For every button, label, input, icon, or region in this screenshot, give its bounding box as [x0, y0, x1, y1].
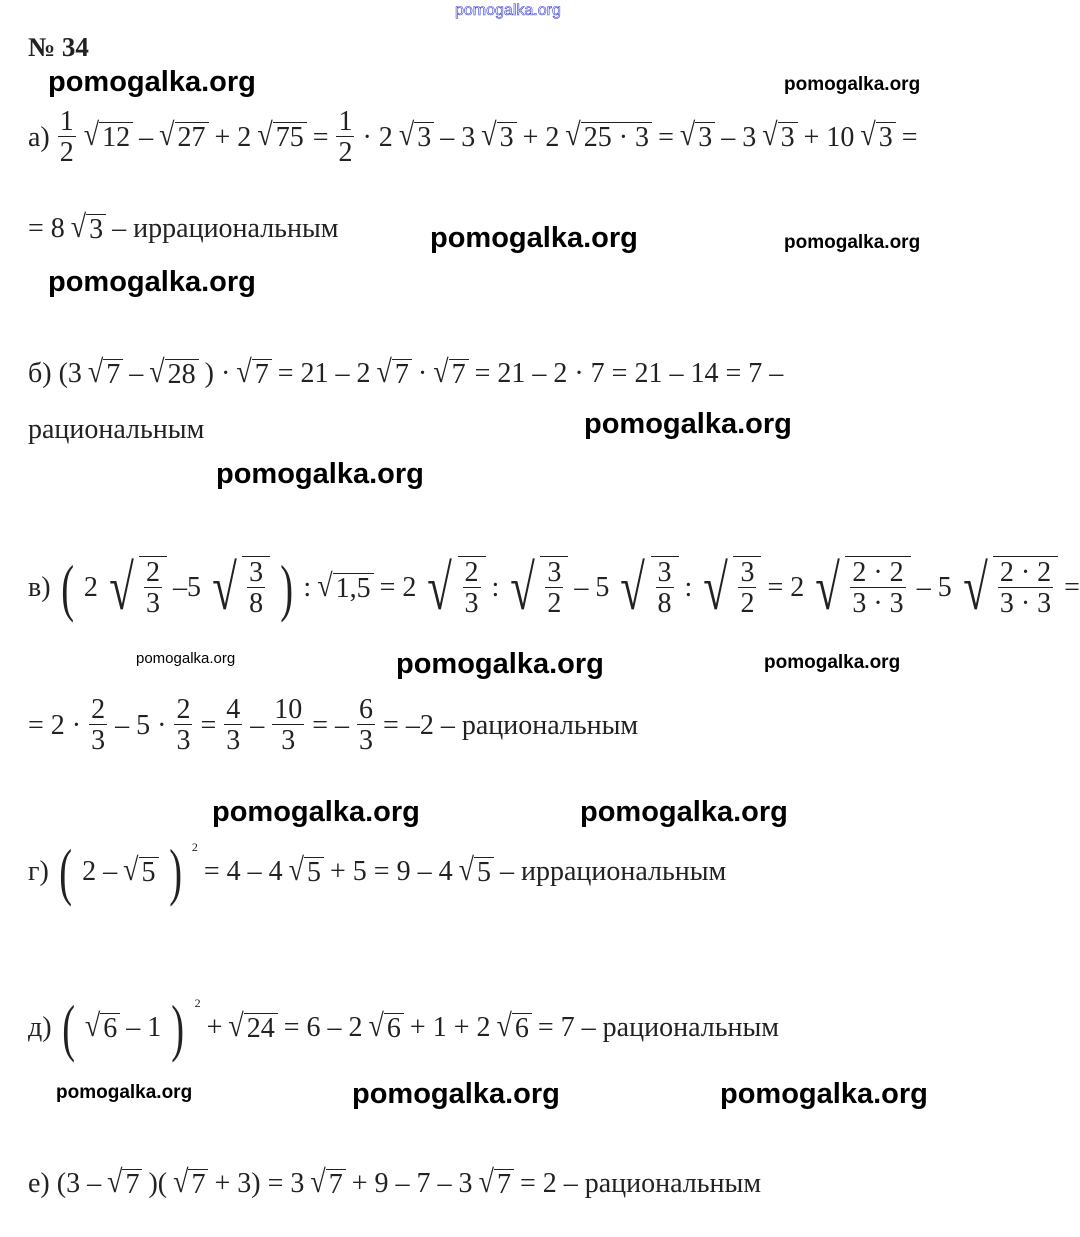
radicand: [651, 556, 679, 620]
math-text: )(: [148, 1168, 168, 1199]
square-root-fraction: [615, 552, 678, 623]
radical-sign-icon: √: [149, 354, 165, 390]
radical-sign-icon: √: [70, 209, 87, 245]
parenthesis: (: [61, 992, 75, 1063]
math-text: = 4 – 4: [203, 856, 283, 887]
radical-sign-icon: √: [257, 117, 273, 154]
radical-sign-icon: √: [212, 552, 237, 623]
math-text: = –2 – рациональным: [383, 709, 639, 741]
math-text: + 2: [522, 121, 560, 153]
radical-sign-icon: √: [762, 117, 778, 154]
radical-sign-icon: √: [288, 852, 304, 888]
square-root: [228, 1008, 277, 1044]
radicand: 7: [252, 359, 272, 389]
fraction: [58, 108, 76, 167]
fraction: [463, 559, 481, 618]
math-text: а): [28, 121, 50, 153]
square-root: [288, 852, 324, 888]
radicand: 24: [244, 1013, 278, 1043]
numerator: 3: [249, 557, 264, 588]
watermark: pomogalka.org: [352, 1078, 560, 1110]
radicand: 6: [512, 1013, 532, 1043]
radical-sign-icon: √: [478, 1164, 494, 1200]
math-text: –: [139, 121, 154, 153]
denominator: 3: [91, 725, 106, 756]
square-root: [87, 354, 123, 390]
fraction: [144, 559, 162, 618]
radicand: 28: [165, 359, 199, 389]
denominator: 2: [740, 588, 755, 619]
parenthesis: (: [59, 836, 72, 907]
radical-sign-icon: √: [317, 568, 333, 604]
radicand: 25 · 3: [581, 122, 652, 152]
numerator: 2: [464, 557, 479, 588]
math-text: = 21 – 2 · 7 = 21 – 14 = 7 –: [474, 358, 784, 389]
math-text: – 5: [916, 572, 952, 603]
square-root-fraction: [958, 552, 1058, 623]
radical-sign-icon: √: [565, 117, 581, 154]
radicand: 7: [103, 359, 123, 389]
square-root: [762, 117, 797, 154]
numerator: 6: [359, 694, 374, 725]
fraction: [174, 696, 192, 755]
solution-line-v2: [28, 696, 638, 755]
math-text: :: [491, 572, 500, 603]
square-root: [433, 354, 468, 390]
denominator: 3: [176, 725, 191, 756]
radicand: 6: [384, 1013, 404, 1043]
math-text: ) ·: [204, 358, 231, 389]
exponent: 2: [191, 840, 198, 854]
math-text: + 10: [803, 121, 855, 153]
square-root: [310, 1164, 345, 1200]
math-text: · 2: [362, 121, 393, 153]
radicand: [733, 556, 761, 620]
radicand: 6: [100, 1013, 120, 1043]
math-text: –5: [172, 572, 201, 603]
math-text: =: [312, 121, 329, 153]
numerator: 2: [91, 694, 106, 725]
math-text: – 5: [574, 572, 610, 603]
watermark: pomogalka.org: [56, 1082, 193, 1103]
math-text: = 8: [28, 213, 65, 244]
header-watermark[interactable]: pomogalka.org: [455, 2, 561, 19]
radicand: 1,5: [333, 573, 374, 603]
numerator: 3: [547, 557, 562, 588]
square-root: [83, 117, 133, 154]
square-root: [173, 1164, 208, 1200]
math-text: + 9 – 7 – 3: [351, 1168, 473, 1199]
fraction: [850, 559, 905, 618]
math-text: –: [250, 709, 265, 741]
numerator: 2 · 2: [852, 557, 904, 588]
radical-sign-icon: √: [510, 552, 536, 623]
problem-number: № 34: [28, 32, 89, 62]
radical-sign-icon: √: [398, 117, 415, 154]
math-text: д): [28, 1012, 52, 1043]
radical-sign-icon: √: [310, 1164, 326, 1200]
watermark: pomogalka.org: [784, 232, 921, 253]
square-root-fraction: [810, 552, 910, 623]
numerator: 2 · 2: [999, 557, 1052, 588]
radicand: [540, 556, 568, 620]
math-text: –: [129, 358, 144, 389]
square-root: [149, 354, 198, 390]
square-root: [481, 117, 516, 154]
math-text: :: [684, 572, 693, 603]
solution-line-v1: [28, 552, 1080, 623]
square-root: [679, 117, 715, 154]
watermark: pomogalka.org: [48, 266, 256, 298]
fraction: [738, 559, 756, 618]
radicand: 7: [392, 359, 412, 389]
radicand: 7: [188, 1169, 208, 1199]
math-text: +: [206, 1012, 223, 1043]
square-root-fraction: [207, 552, 270, 623]
radical-sign-icon: √: [427, 552, 453, 623]
radicand: 3: [497, 122, 517, 152]
numerator: 3: [657, 557, 672, 588]
numerator: 4: [226, 694, 241, 725]
radical-sign-icon: √: [173, 1164, 189, 1200]
math-text: = 2 ·: [28, 709, 82, 741]
square-root-fraction: [422, 552, 485, 623]
denominator: 3: [145, 588, 160, 619]
watermark: pomogalka.org: [580, 796, 788, 828]
math-text: – 5 ·: [115, 709, 167, 741]
parenthesis: (: [60, 552, 74, 623]
radicand: [845, 556, 910, 620]
radical-sign-icon: √: [860, 117, 876, 154]
radicand: 27: [175, 122, 209, 152]
denominator: 8: [249, 588, 264, 619]
math-text: = –: [312, 709, 350, 741]
radical-sign-icon: √: [84, 1008, 101, 1044]
watermark: pomogalka.org: [136, 650, 236, 667]
watermark: pomogalka.org: [216, 458, 424, 490]
radical-sign-icon: √: [87, 354, 104, 390]
math-text: = 21 – 2: [277, 358, 371, 389]
radical-sign-icon: √: [107, 1164, 123, 1200]
radical-sign-icon: √: [83, 117, 100, 154]
denominator: 3 · 3: [852, 588, 904, 619]
exponent: 2: [194, 996, 201, 1010]
radical-sign-icon: √: [962, 552, 988, 623]
radicand: 7: [494, 1169, 514, 1199]
square-root: [458, 852, 494, 888]
radicand: [458, 556, 486, 620]
square-root: [565, 117, 652, 154]
math-text: + 3) = 3: [214, 1168, 305, 1199]
radical-sign-icon: √: [620, 552, 646, 623]
denominator: 2: [338, 137, 353, 168]
radical-sign-icon: √: [481, 117, 497, 154]
solution-line-g: [28, 836, 727, 907]
radicand: 3: [414, 122, 434, 152]
watermark: pomogalka.org: [396, 648, 604, 680]
numerator: 1: [59, 106, 74, 137]
math-text: = 7 – рациональным: [537, 1012, 779, 1043]
numerator: 2: [176, 694, 191, 725]
radicand: 5: [474, 857, 494, 887]
radicand: 5: [304, 857, 324, 887]
radicand: 7: [326, 1169, 346, 1199]
radicand: 7: [449, 359, 469, 389]
fraction: [224, 696, 242, 755]
radicand: 75: [273, 122, 307, 152]
numerator: 2: [145, 557, 160, 588]
radical-sign-icon: √: [496, 1008, 512, 1044]
solution-line-a2: [28, 209, 339, 245]
math-text: + 1 + 2: [409, 1012, 491, 1043]
math-text: =: [1064, 572, 1080, 603]
math-text: – иррациональным: [499, 856, 727, 887]
radicand: 12: [99, 122, 133, 152]
solution-line-b1: [28, 354, 784, 390]
math-text: =: [658, 121, 674, 153]
math-text: 2: [83, 572, 98, 603]
square-root: [70, 209, 106, 245]
math-text: = 2: [767, 572, 805, 603]
math-text: – 3: [721, 121, 757, 153]
radical-sign-icon: √: [236, 354, 252, 390]
numerator: 10: [274, 694, 303, 725]
watermark: pomogalka.org: [720, 1078, 928, 1110]
fraction: [89, 696, 107, 755]
watermark: pomogalka.org: [764, 652, 901, 673]
radical-sign-icon: √: [368, 1008, 384, 1044]
radicand: 5: [139, 857, 159, 887]
numerator: 1: [338, 106, 353, 137]
radical-sign-icon: √: [159, 117, 175, 154]
math-text: – 1: [126, 1012, 162, 1043]
parenthesis: ): [168, 836, 182, 907]
radical-sign-icon: √: [458, 852, 474, 888]
math-text: :: [303, 572, 312, 603]
solution-line-d: [28, 992, 779, 1063]
radicand: 3: [876, 122, 896, 152]
radical-sign-icon: √: [109, 552, 134, 623]
math-text: + 2: [214, 121, 252, 153]
radicand: 3: [778, 122, 798, 152]
fraction: [336, 108, 354, 167]
math-text: 2 –: [82, 856, 118, 887]
square-root: [123, 852, 158, 888]
square-root-fraction: [505, 552, 568, 623]
square-root: [368, 1008, 404, 1044]
solution-line-b2: [28, 414, 204, 446]
solution-line-a1: [28, 108, 918, 167]
denominator: 3 · 3: [999, 588, 1052, 619]
parenthesis: ): [280, 552, 294, 623]
fraction: [656, 559, 674, 618]
square-root: [84, 1008, 120, 1044]
square-root: [860, 117, 895, 154]
watermark: pomogalka.org: [584, 408, 792, 440]
math-text: = 2 – рациональным: [519, 1168, 762, 1199]
radicand: 7: [122, 1169, 142, 1199]
square-root: [496, 1008, 532, 1044]
numerator: 3: [740, 557, 755, 588]
denominator: 8: [657, 588, 672, 619]
parenthesis: ): [171, 992, 185, 1063]
math-text: рациональным: [28, 414, 205, 445]
fraction: [272, 696, 304, 755]
square-root-fraction: [104, 552, 167, 623]
radical-sign-icon: √: [228, 1008, 244, 1044]
math-text: = 6 – 2: [283, 1012, 363, 1043]
math-text: в): [28, 572, 51, 603]
square-root: [398, 117, 434, 154]
radical-sign-icon: √: [815, 552, 841, 623]
math-text: б) (3: [28, 358, 82, 389]
denominator: 2: [59, 137, 74, 168]
denominator: 2: [547, 588, 562, 619]
radical-sign-icon: √: [679, 117, 696, 154]
fraction: [247, 559, 265, 618]
denominator: 3: [359, 725, 374, 756]
solution-line-e: [28, 1164, 762, 1200]
radical-sign-icon: √: [123, 852, 139, 888]
square-root: [236, 354, 271, 390]
radicand: [242, 556, 270, 620]
square-root: [107, 1164, 142, 1200]
square-root-fraction: [698, 552, 761, 623]
math-text: =: [901, 121, 918, 153]
radical-sign-icon: √: [376, 354, 392, 390]
fraction: [545, 559, 563, 618]
watermark: pomogalka.org: [430, 222, 638, 254]
radicand: [993, 556, 1058, 620]
radical-sign-icon: √: [433, 354, 449, 390]
radical-sign-icon: √: [703, 552, 729, 623]
math-text: ·: [417, 358, 428, 389]
square-root: [376, 354, 411, 390]
math-text: е) (3 –: [28, 1168, 102, 1199]
watermark: pomogalka.org: [48, 66, 256, 98]
math-text: – иррациональным: [112, 213, 339, 244]
watermark: pomogalka.org: [212, 796, 420, 828]
denominator: 3: [226, 725, 241, 756]
math-text: г): [28, 856, 49, 887]
math-text: =: [200, 709, 217, 741]
radicand: [139, 556, 167, 620]
radicand: 3: [695, 122, 715, 152]
math-text: – 3: [440, 121, 476, 153]
fraction: [357, 696, 375, 755]
square-root: [257, 117, 306, 154]
radicand: 3: [86, 214, 106, 244]
math-text: = 2: [379, 572, 417, 603]
fraction: [998, 559, 1053, 618]
watermark: pomogalka.org: [784, 74, 921, 95]
square-root: [159, 117, 208, 154]
math-text: + 5 = 9 – 4: [329, 856, 453, 887]
denominator: 3: [281, 725, 296, 756]
denominator: 3: [464, 588, 479, 619]
square-root: [317, 568, 373, 604]
square-root: [478, 1164, 514, 1200]
